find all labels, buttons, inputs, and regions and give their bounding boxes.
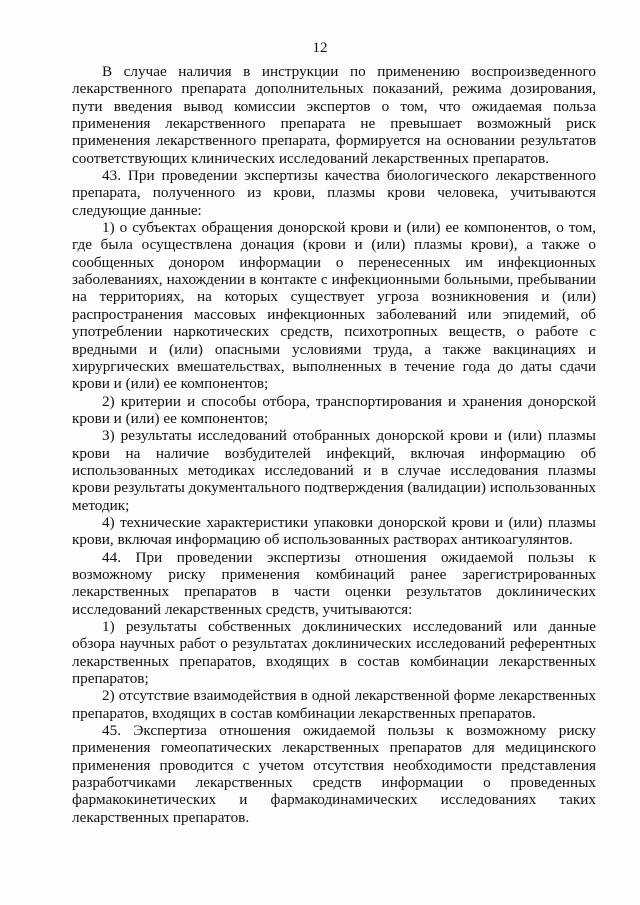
paragraph-item-43-3: 3) результаты исследований отобранных донорской крови и (или) плазмы крови на наличие возбудителей инфекций, включая информацию об использованных методиках исследований и в случае исследования плазмы крови результаты документального подтверждения (валидации) использованных методик; xyxy=(72,427,596,514)
paragraph-generic-intro: В случае наличия в инструкции по применению воспроизведенного лекарственного препарата дополнительных показаний, режима дозирования, пути введения вывод комиссии экспертов о том, что ожидаемая польза применения лекарственного препарата не превышает возможный риск применения лекарственного препарата, формируется на основании результатов соответствующих клинических исследований лекарственных препаратов. xyxy=(72,63,596,167)
paragraph-item-43-2: 2) критерии и способы отбора, транспортирования и хранения донорской крови и (или) ее компонентов; xyxy=(72,392,596,427)
paragraph-item-44-1: 1) результаты собственных доклинических исследований или данные обзора научных работ о результатах доклинических исследований референтных лекарственных препаратов, входящих в состав комбинации лекарственных препаратов; xyxy=(72,618,596,688)
paragraph-item-43-1: 1) о субъектах обращения донорской крови и (или) ее компонентов, о том, где была осуществлена донация (крови и (или) плазмы крови), а также о сообщенных донором информации о перенесенных им инфекционных заболеваниях, нахождении в контакте с инфекционными больными, пребывании на территориях, на которых существует угроза возникновения и (или) распространения массовых инфекционных заболеваний или эпидемий, об употреблении наркотических средств, психотропных веществ, о работе с вредными и (или) опасными условиями труда, а также вакцинациях и хирургических вмешательствах, выполненных в течение года до даты сдачи крови и (или) ее компонентов; xyxy=(72,219,596,393)
paragraph-item-44: 44. При проведении экспертизы отношения ожидаемой пользы к возможному риску применения комбинаций ранее зарегистрированных лекарственных препаратов в части оценки результатов доклинических исследований лекарственных средств, учитываются: xyxy=(72,548,596,618)
paragraph-item-44-2: 2) отсутствие взаимодействия в одной лекарственной форме лекарственных препаратов, входящих в состав комбинации лекарственных препаратов. xyxy=(72,687,596,722)
document-body xyxy=(72,63,596,826)
page-number: 12 xyxy=(312,40,328,56)
paragraph-item-43: 43. При проведении экспертизы качества биологического лекарственного препарата, полученного из крови, плазмы крови человека, учитываются следующие данные: xyxy=(72,167,596,219)
paragraph-item-45: 45. Экспертиза отношения ожидаемой пользы к возможному риску применения гомеопатических лекарственных препаратов для медицинского применения проводится с учетом отсутствия необходимости представления разработчиками лекарственных средств информации о проведенных фармакокинетических и фармакодинамических исследованиях таких лекарственных препаратов. xyxy=(72,722,596,826)
paragraph-item-43-4: 4) технические характеристики упаковки донорской крови и (или) плазмы крови, включая информацию об использованных растворах антикоагулянтов. xyxy=(72,513,596,549)
